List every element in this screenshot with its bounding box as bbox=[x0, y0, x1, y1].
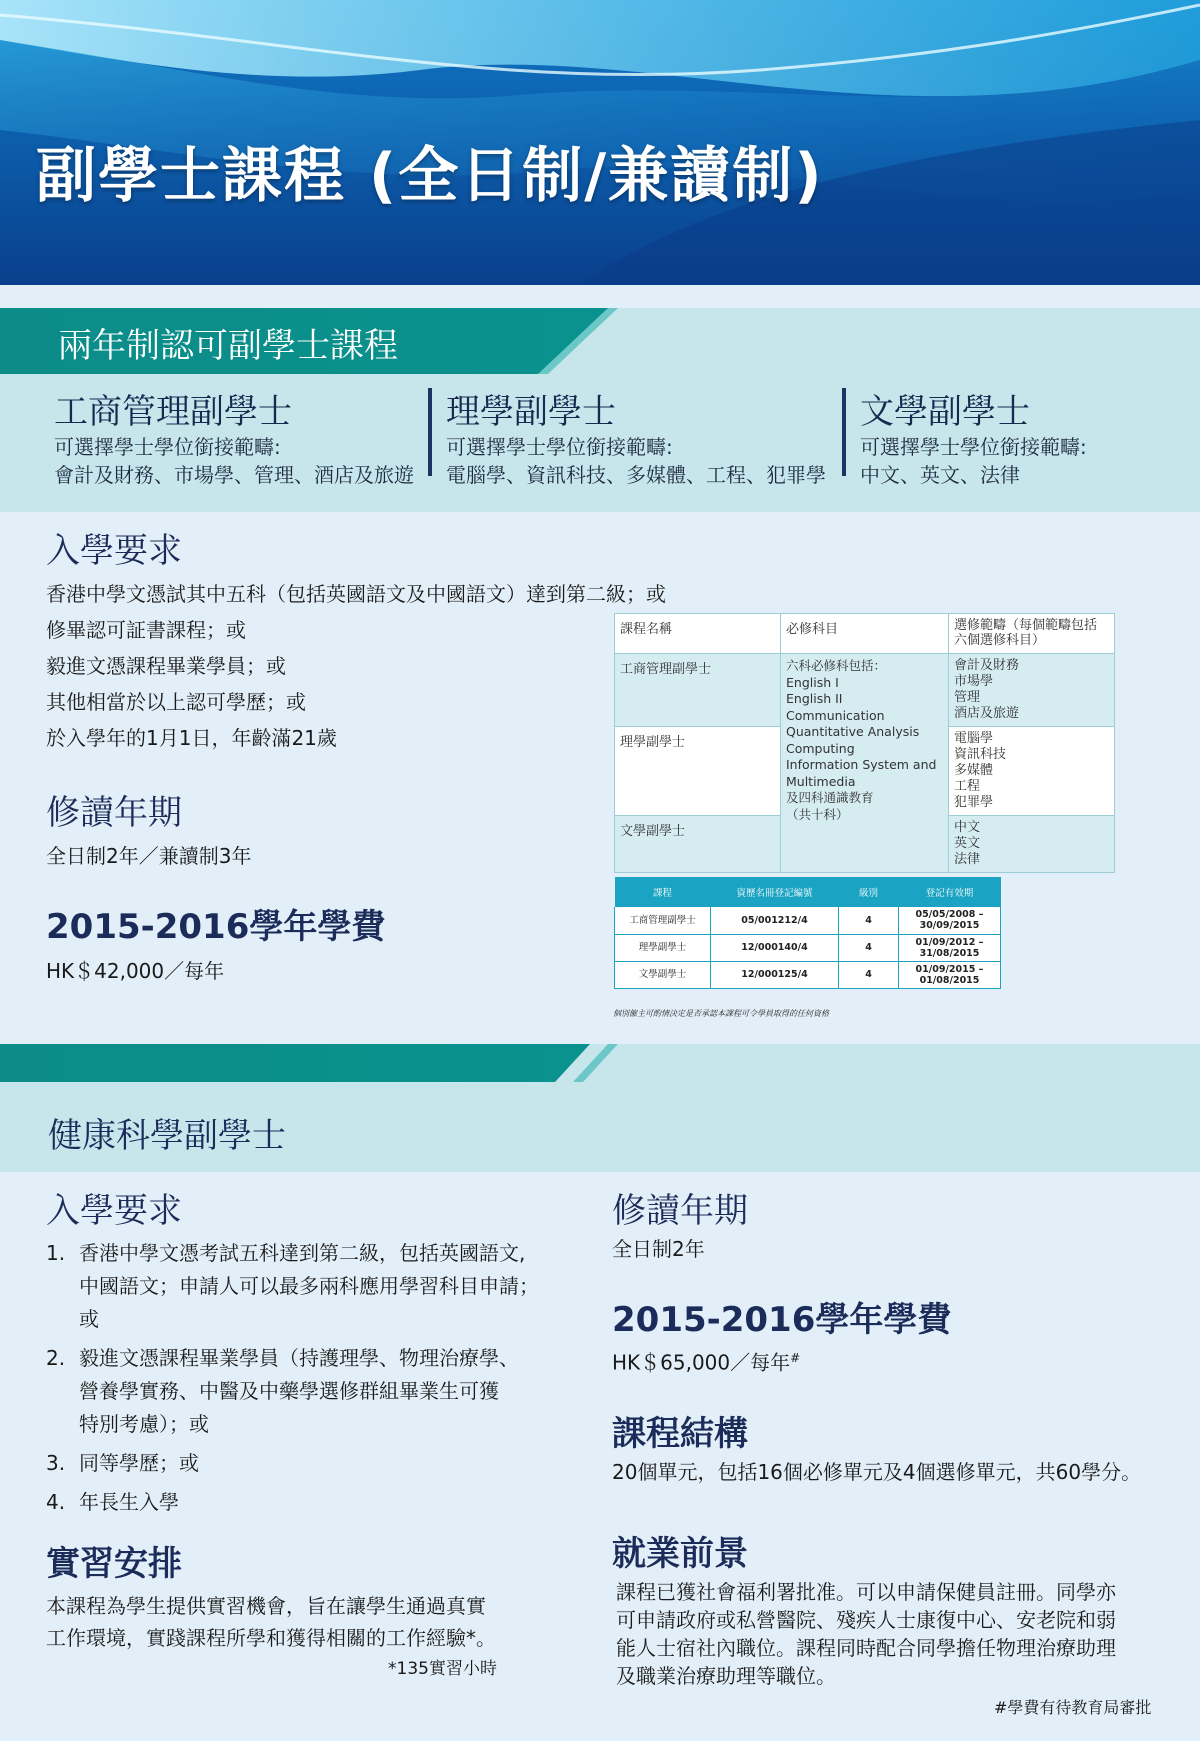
entry-requirements-heading: 入學要求 bbox=[46, 1191, 182, 1231]
core-line: Quantitative Analysis bbox=[786, 724, 920, 739]
curriculum-table bbox=[614, 613, 1115, 873]
duration-heading: 修讀年期 bbox=[46, 793, 182, 833]
table-row bbox=[615, 961, 1001, 988]
program-title: 理學副學士 bbox=[446, 392, 616, 432]
structure-text: 20個單元，包括16個必修單元及4個選修單元，共60學分。 bbox=[612, 1460, 1142, 1484]
core-subjects-cell bbox=[781, 654, 949, 873]
elective-item: 電腦學 bbox=[954, 731, 994, 746]
career-heading: 就業前景 bbox=[612, 1534, 748, 1574]
table-header-row bbox=[615, 877, 1001, 907]
list-item bbox=[46, 1342, 566, 1441]
table-header-cell: 選修範疇（每個範疇包括六個選修科目） bbox=[949, 614, 1115, 654]
program-arts bbox=[860, 384, 1087, 489]
structure-heading: 課程結構 bbox=[612, 1414, 748, 1454]
table-cell: 01/09/2015 – 01/08/2015 bbox=[899, 961, 1001, 988]
list-number: 2. bbox=[46, 1346, 66, 1370]
fee-heading: 2015-2016學年學費 bbox=[612, 1300, 952, 1340]
duration-heading: 修讀年期 bbox=[612, 1191, 748, 1231]
elective-item: 犯罪學 bbox=[954, 795, 994, 810]
fee-text: HK＄65,000／每年 bbox=[612, 1350, 791, 1375]
entry-requirements-heading: 入學要求 bbox=[46, 531, 182, 571]
program-areas: 中文、英文、法律 bbox=[860, 463, 1020, 487]
elective-item: 英文 bbox=[954, 836, 981, 851]
fee-text: HK＄42,000／每年 bbox=[46, 959, 225, 983]
fee-heading: 2015-2016學年學費 bbox=[46, 907, 386, 947]
table-cell: 理學副學士 bbox=[615, 934, 711, 961]
internship-text bbox=[46, 1590, 496, 1654]
electives-cell bbox=[949, 654, 1115, 727]
elective-item: 管理 bbox=[954, 690, 981, 705]
electives-cell bbox=[949, 816, 1115, 873]
list-line: 香港中學文憑考試五科達到第二級，包括英國語文, bbox=[79, 1241, 526, 1265]
table-header-cell: 課程名稱 bbox=[615, 614, 781, 654]
elective-item: 法律 bbox=[954, 852, 981, 867]
table-header-cell: 資歷名冊登記編號 bbox=[711, 877, 839, 907]
table-cell: 05/001212/4 bbox=[711, 907, 839, 934]
table-cell: 4 bbox=[839, 907, 899, 934]
table-cell: 工商管理副學士 bbox=[615, 654, 781, 727]
career-text bbox=[616, 1578, 1116, 1690]
program-areas: 電腦學、資訊科技、多媒體、工程、犯罪學 bbox=[446, 463, 826, 487]
table-header-cell: 級別 bbox=[839, 877, 899, 907]
elective-item: 市場學 bbox=[954, 674, 994, 689]
table-cell: 05/05/2008 – 30/09/2015 bbox=[899, 907, 1001, 934]
table-row bbox=[615, 907, 1001, 934]
duration-text: 全日制2年 bbox=[612, 1237, 705, 1261]
core-line: English II bbox=[786, 691, 843, 706]
program-title: 工商管理副學士 bbox=[54, 392, 292, 432]
core-line: Computing bbox=[786, 740, 855, 756]
elective-item: 工程 bbox=[954, 779, 981, 794]
internship-note: *135實習小時 bbox=[388, 1659, 497, 1679]
entry-item: 其他相當於以上認可學歷；或 bbox=[46, 690, 306, 714]
table-cell: 4 bbox=[839, 934, 899, 961]
elective-item: 酒店及旅遊 bbox=[954, 706, 1020, 721]
core-line: Information System and bbox=[786, 757, 937, 772]
internship-line: 工作環境，實踐課程所學和獲得相關的工作經驗*。 bbox=[46, 1626, 496, 1650]
list-line: 特別考慮）；或 bbox=[79, 1412, 209, 1436]
program-divider bbox=[428, 388, 432, 476]
list-item bbox=[46, 1237, 566, 1336]
list-line: 中國語文；申請人可以最多兩科應用學習科目申請； bbox=[79, 1274, 539, 1298]
list-item bbox=[46, 1486, 566, 1519]
core-line: English I bbox=[786, 674, 839, 690]
elective-item: 多媒體 bbox=[954, 763, 994, 778]
table-cell: 文學副學士 bbox=[615, 816, 781, 873]
table-cell: 理學副學士 bbox=[615, 727, 781, 816]
qualification-register-table bbox=[614, 877, 1001, 989]
core-line: （共十科） bbox=[786, 806, 849, 822]
page-title: 副學士課程 (全日制/兼讀制) bbox=[36, 141, 824, 211]
elective-item: 中文 bbox=[954, 820, 981, 835]
program-divider bbox=[842, 388, 846, 476]
table-cell: 文學副學士 bbox=[615, 961, 711, 988]
entry-item: 毅進文憑課程畢業學員；或 bbox=[46, 654, 286, 678]
table-cell: 12/000140/4 bbox=[711, 934, 839, 961]
program-science bbox=[446, 384, 826, 489]
entry-item: 修畢認可証書課程；或 bbox=[46, 618, 246, 642]
list-number: 4. bbox=[46, 1490, 66, 1514]
program-sub-label: 可選擇學士學位銜接範疇: bbox=[446, 435, 673, 459]
table-header-cell: 必修科目 bbox=[781, 614, 949, 654]
table-header-cell: 課程 bbox=[615, 877, 711, 907]
program-title: 文學副學士 bbox=[860, 392, 1030, 432]
section1-title: 兩年制認可副學士課程 bbox=[58, 326, 398, 366]
fee-text-wrap bbox=[612, 1340, 800, 1381]
career-line: 及職業治療助理等職位。 bbox=[616, 1664, 836, 1688]
list-line: 毅進文憑課程畢業學員（持護理學、物理治療學、 bbox=[79, 1346, 519, 1370]
table-note: 個別僱主可酌情決定是否承認本課程可令學員取得的任何資格 bbox=[613, 1009, 829, 1018]
career-line: 能人士宿社內職位。課程同時配合同學擔任物理治療助理 bbox=[616, 1636, 1116, 1660]
elective-item: 資訊科技 bbox=[954, 747, 1007, 762]
list-number: 1. bbox=[46, 1241, 66, 1265]
duration-text: 全日制2年／兼讀制3年 bbox=[46, 844, 252, 868]
elective-item: 會計及財務 bbox=[954, 658, 1020, 673]
program-sub-label: 可選擇學士學位銜接範疇: bbox=[860, 435, 1087, 459]
program-sub-label: 可選擇學士學位銜接範疇: bbox=[54, 435, 281, 459]
fee-footnote-mark: # bbox=[790, 1351, 801, 1365]
list-line: 同等學歷；或 bbox=[79, 1451, 199, 1475]
table-header-cell: 登記有效期 bbox=[899, 877, 1001, 907]
core-line: 六科必修科包括： bbox=[786, 658, 887, 673]
internship-heading: 實習安排 bbox=[46, 1544, 182, 1584]
table-cell: 4 bbox=[839, 961, 899, 988]
table-cell: 01/09/2012 – 31/08/2015 bbox=[899, 934, 1001, 961]
header-banner bbox=[0, 0, 1200, 285]
list-number: 3. bbox=[46, 1451, 66, 1475]
career-line: 課程已獲社會福利署批准。可以申請保健員註冊。同學亦 bbox=[616, 1580, 1116, 1604]
entry-item: 於入學年的1月1日，年齡滿21歲 bbox=[46, 726, 337, 750]
footnote: #學費有待教育局審批 bbox=[994, 1698, 1152, 1717]
internship-line: 本課程為學生提供實習機會，旨在讓學生通過真實 bbox=[46, 1594, 486, 1618]
list-line: 年長生入學 bbox=[79, 1490, 179, 1514]
table-cell: 工商管理副學士 bbox=[615, 907, 711, 934]
program-business bbox=[54, 384, 414, 489]
section2-title: 健康科學副學士 bbox=[48, 1116, 286, 1156]
table-row bbox=[615, 934, 1001, 961]
table-row bbox=[615, 654, 1115, 727]
entry-item: 香港中學文憑試其中五科（包括英國語文及中國語文）達到第二級；或 bbox=[46, 582, 666, 606]
core-line: Multimedia bbox=[786, 773, 856, 789]
core-line: Communication bbox=[786, 707, 885, 723]
career-line: 可申請政府或私營醫院、殘疾人士康復中心、安老院和弱 bbox=[616, 1608, 1116, 1632]
list-item bbox=[46, 1447, 566, 1480]
list-line: 或 bbox=[79, 1307, 99, 1331]
list-line: 營養學實務、中醫及中藥學選修群組畢業生可獲 bbox=[79, 1379, 499, 1403]
electives-cell bbox=[949, 727, 1115, 816]
entry-requirements-list bbox=[46, 1237, 566, 1519]
core-line: 及四科通識教育 bbox=[786, 790, 874, 805]
table-cell: 12/000125/4 bbox=[711, 961, 839, 988]
table-header-row bbox=[615, 614, 1115, 654]
program-areas: 會計及財務、市場學、管理、酒店及旅遊 bbox=[54, 463, 414, 487]
